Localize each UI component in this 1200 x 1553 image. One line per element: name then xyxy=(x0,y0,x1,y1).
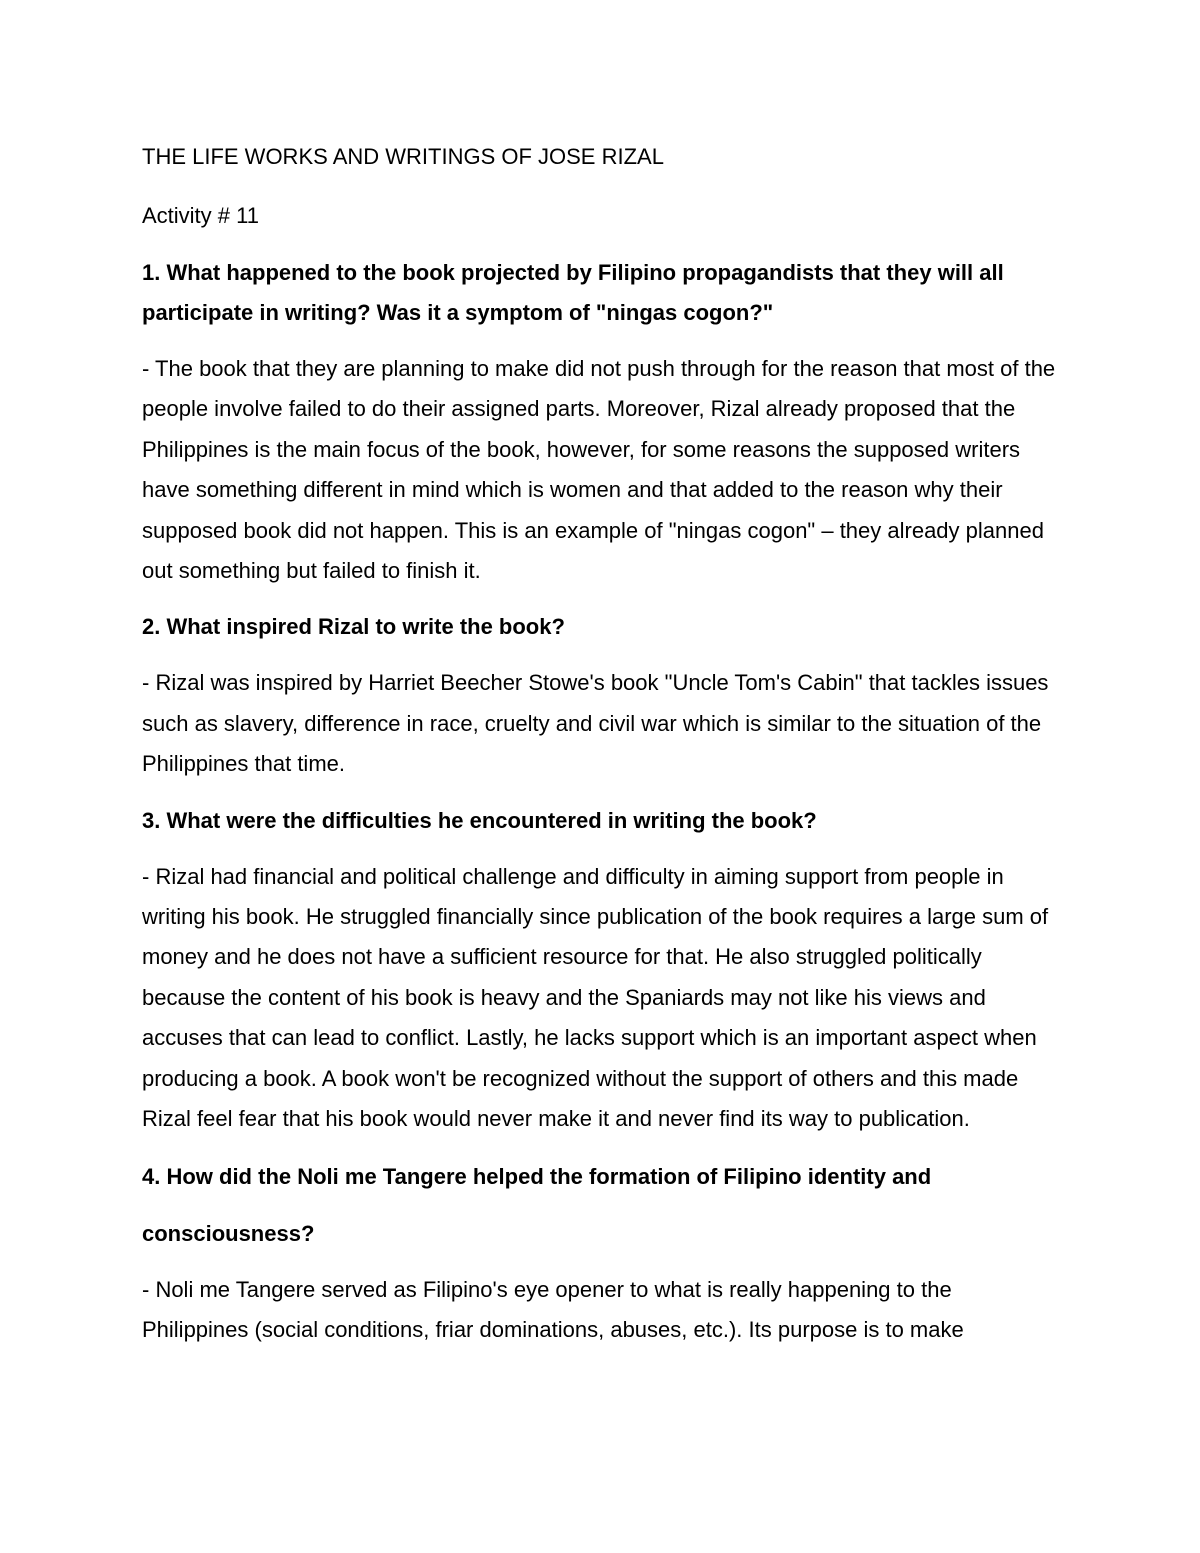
answer-2: - Rizal was inspired by Harriet Beecher Stowe's book "Uncle Tom's Cabin" that tackles issues such as slavery, difference in race, cruelty and civil war which is similar to the situation of the Philippines that time. xyxy=(142,670,1049,777)
question-2: 2. What inspired Rizal to write the book? xyxy=(142,614,565,640)
document-body xyxy=(142,140,1062,1366)
answer-4: - Noli me Tangere served as Filipino's eye opener to what is really happening to the Philippines (social conditions, friar dominations, abuses, etc.). Its purpose is to make xyxy=(142,1276,964,1342)
question-4: 4. How did the Noli me Tangere helped the formation of Filipino identity and consciousness? xyxy=(142,1163,932,1246)
answer-1: - The book that they are planning to make did not push through for the reason that most of the people involve failed to do their assigned parts. Moreover, Rizal already proposed that the Philippines is the main focus of the book, however, for some reasons the supposed writers have something different in mind which is women and that added to the reason why their supposed book did not happen. This is an example of "ningas cogon" – they already planned out something but failed to finish it. xyxy=(142,356,1056,584)
activity-label: Activity # 11 xyxy=(142,203,259,228)
question-3: 3. What were the difficulties he encountered in writing the book? xyxy=(142,807,817,833)
answer-3: - Rizal had financial and political challenge and difficulty in aiming support from people in writing his book. He struggled financially since publication of the book requires a large sum of money and he does not have a sufficient resource for that. He also struggled politically because the content of his book is heavy and the Spaniards may not like his views and accuses that can lead to conflict. Lastly, he lacks support which is an important aspect when producing a book. A book won't be recognized without the support of others and this made Rizal feel fear that his book would never make it and never find its way to publication. xyxy=(142,863,1049,1132)
question-1: 1. What happened to the book projected by Filipino propagandists that they will all participate in writing? Was it a symptom of "ningas cogon?" xyxy=(142,260,1004,325)
document-title: THE LIFE WORKS AND WRITINGS OF JOSE RIZAL xyxy=(142,144,664,169)
